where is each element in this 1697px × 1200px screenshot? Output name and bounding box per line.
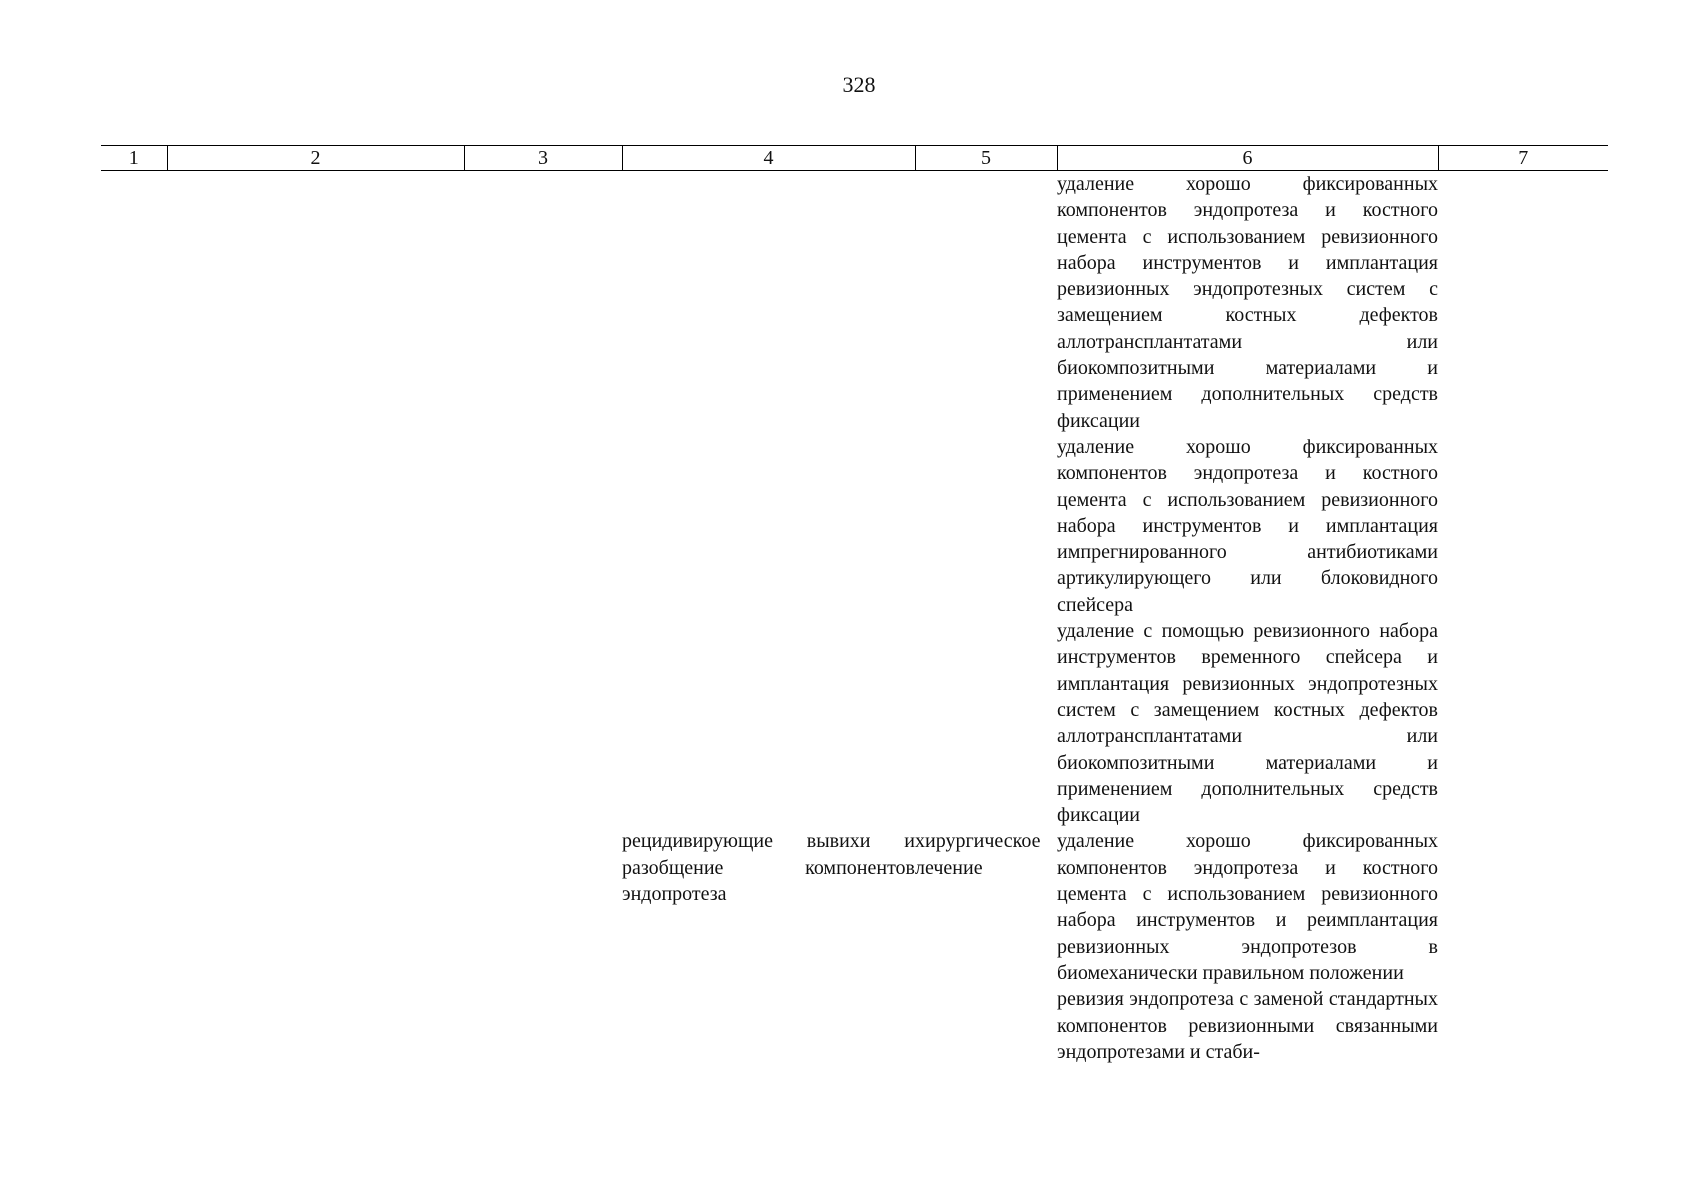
column-header-5: 5 [915,146,1057,171]
column-header-3: 3 [464,146,622,171]
table-row [101,828,1608,986]
column-header-7: 7 [1438,146,1608,171]
column-header-1: 1 [101,146,167,171]
table-header-row [101,146,1608,171]
table-row [101,986,1608,1065]
table-row [101,171,1608,434]
treatment-method-cell: удаление хорошо фиксированных компонентов эндопротеза и костного цемента с использованием ревизионного набора инструментов и реимплантация ревизионных эндопротезов в биомеханически правильном положении [1057,830,1438,984]
page-number: 328 [842,72,876,97]
treatment-method-cell: удаление хорошо фиксированных компонентов эндопротеза и костного цемента с использованием ревизионного набора инструментов и имплантация ревизионных эндопротезных систем с замещением костных дефектов аллотрансплантатами или биокомпозитными материалами и применением дополнительных средств фиксации [1057,173,1438,432]
treatment-method-cell: ревизия эндопротеза с заменой стандартных компонентов ревизионными связанными эндопротезами и стаби- [1057,988,1438,1063]
treatment-method-cell: удаление хорошо фиксированных компонентов эндопротеза и костного цемента с использованием ревизионного набора инструментов и имплантация импрегнированного антибиотиками артикулирующего или блоковидного спейсера [1057,435,1438,616]
column-header-2: 2 [167,146,464,171]
table-row [101,618,1608,828]
column-header-6: 6 [1057,146,1438,171]
procedures-table [101,145,1608,1065]
column-header-4: 4 [622,146,915,171]
treatment-type-cell: хирургическое лечение [915,830,1041,879]
diagnosis-cell: рецидивирующие вывихи и разобщение компонентов эндопротеза [622,830,915,906]
table-row [101,434,1608,618]
treatment-method-cell: удаление с помощью ревизионного набора инструментов временного спейсера и имплантация ревизионных эндопротезных систем с замещением костных дефектов аллотрансплантатами или биокомпозитными материалами и применением дополнительных средств фиксации [1057,620,1438,827]
